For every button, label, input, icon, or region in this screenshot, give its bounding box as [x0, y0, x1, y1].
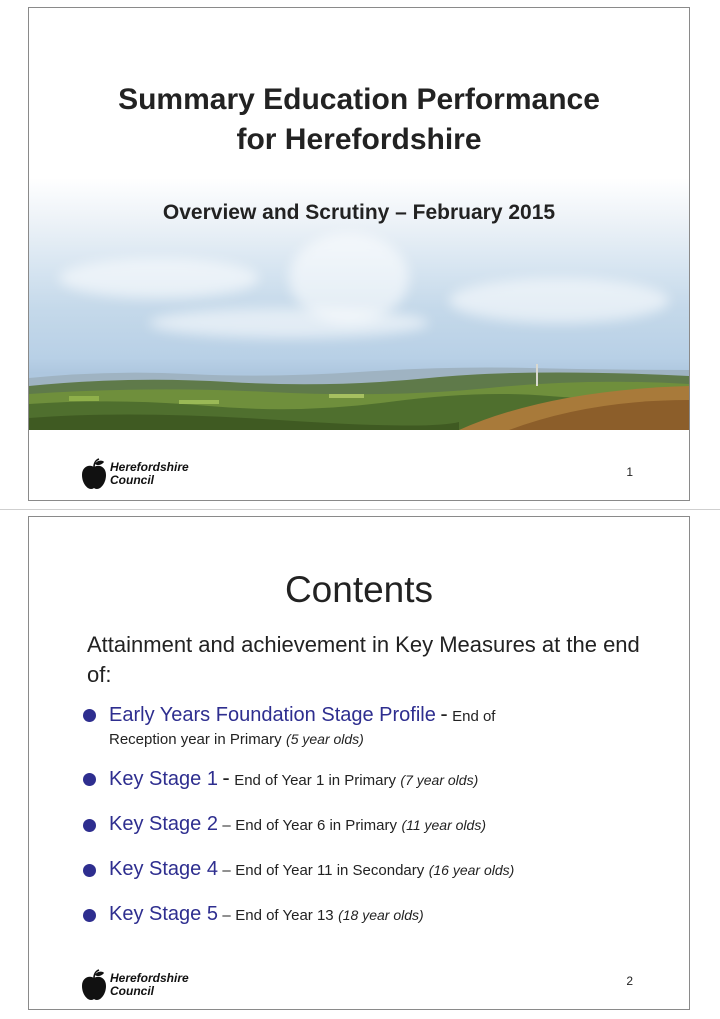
page-separator [0, 509, 720, 510]
bullet-label: Early Years Foundation Stage Profile [109, 704, 436, 726]
bullet-separator: – [222, 862, 231, 879]
bullet-description-cont: Reception year in Primary [109, 731, 282, 748]
council-logo [81, 969, 189, 1001]
landscape-image [29, 360, 689, 430]
slide-1 [28, 7, 690, 501]
bullet-age: (5 year olds) [286, 731, 364, 747]
bullet-dot-icon [83, 864, 96, 877]
bullet-label: Key Stage 4 [109, 858, 218, 880]
slide-title [29, 80, 689, 160]
bullet-separator: - [222, 765, 230, 790]
bullet-age: (18 year olds) [338, 907, 424, 923]
list-item [81, 810, 661, 840]
bullet-age: (7 year olds) [400, 772, 479, 788]
bullet-label: Key Stage 2 [109, 813, 218, 835]
bullet-description: End of Year 11 in Secondary [235, 862, 425, 879]
bullet-dot-icon [83, 819, 96, 832]
slide-subtitle: Overview and Scrutiny – February 2015 [162, 201, 556, 224]
logo-text-line-1: Herefordshire [110, 971, 189, 985]
slide-title: Contents [284, 569, 434, 610]
logo-text-line-1: Herefordshire [110, 460, 189, 474]
bullet-age: (11 year olds) [401, 817, 486, 833]
title-line-1: Summary Education Performance [118, 83, 600, 116]
bullet-dot-icon [83, 909, 96, 922]
list-item [81, 900, 661, 930]
page-number: 2 [626, 974, 633, 988]
logo-text-line-2: Council [110, 473, 154, 487]
bullet-separator: – [222, 817, 231, 834]
list-item [81, 764, 661, 795]
apple-logo-icon [81, 458, 107, 490]
bullet-dot-icon [83, 773, 96, 786]
bullet-description: End of [452, 708, 496, 725]
bullet-description: End of Year 13 [235, 907, 334, 924]
list-item [81, 700, 661, 750]
slide-2 [28, 516, 690, 1010]
bullet-dot-icon [83, 709, 96, 722]
council-logo [81, 458, 189, 490]
bullet-list [81, 700, 661, 930]
intro-text: Attainment and achievement in Key Measures at the end of: [87, 632, 640, 687]
bullet-label: Key Stage 5 [109, 903, 218, 925]
bullet-description: End of Year 6 in Primary [235, 817, 397, 834]
bullet-age: (16 year olds) [428, 862, 515, 878]
bullet-separator: – [222, 907, 231, 924]
list-item [81, 855, 661, 885]
bullet-separator: - [440, 701, 448, 726]
logo-text-line-2: Council [110, 984, 154, 998]
bullet-description: End of Year 1 in Primary [234, 772, 396, 789]
apple-logo-icon [81, 969, 107, 1001]
page-number: 1 [626, 465, 633, 479]
bullet-label: Key Stage 1 [109, 768, 218, 790]
title-line-2: for Herefordshire [236, 123, 482, 156]
